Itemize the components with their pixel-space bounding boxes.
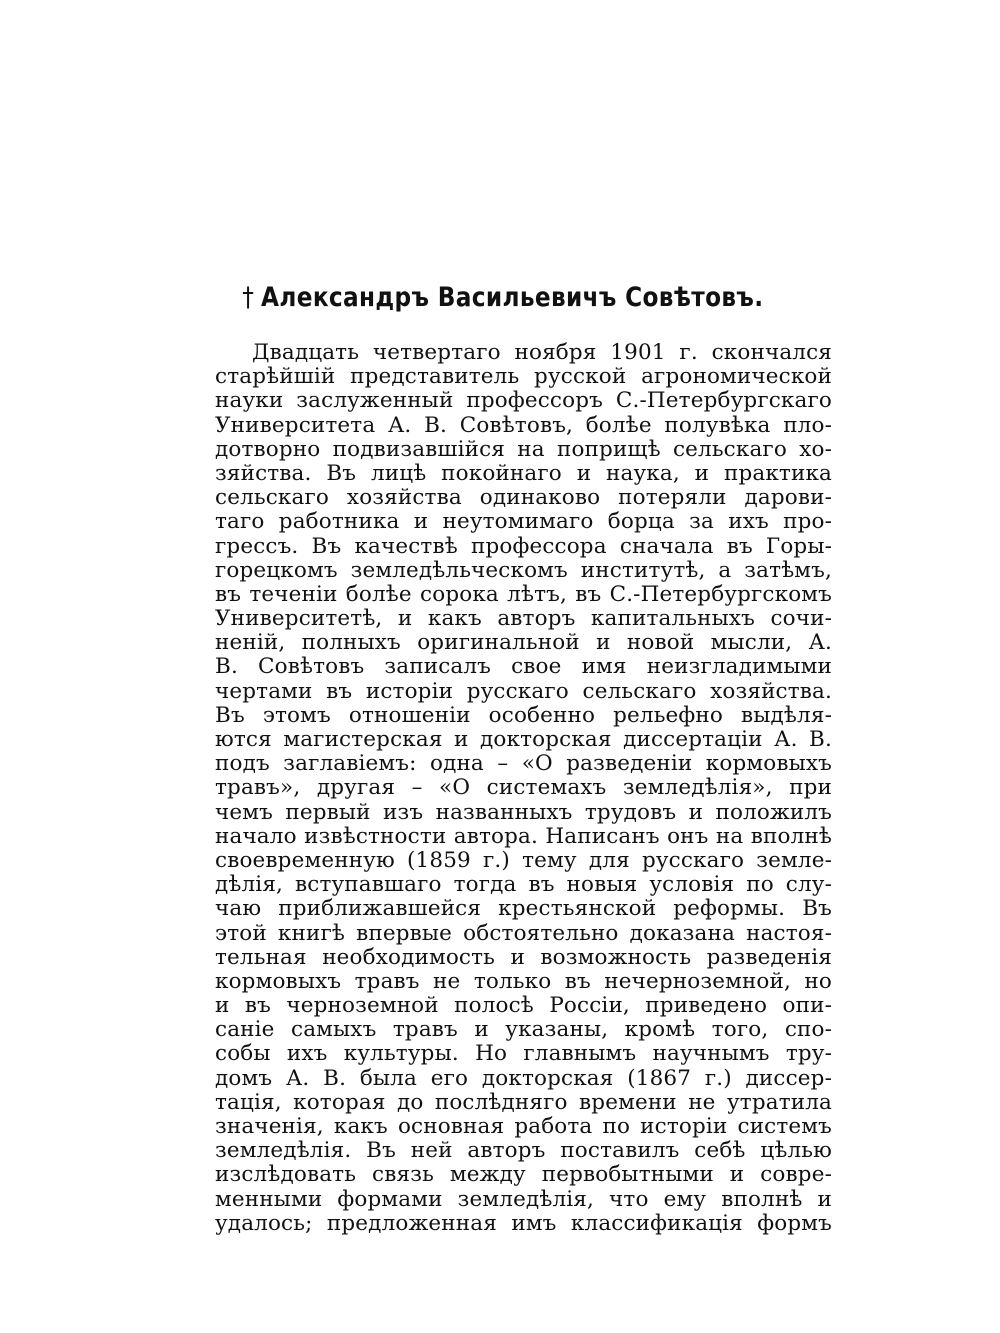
text-line: и въ черноземной полосѣ Россіи, приведено опи- [215,993,832,1019]
text-line: начало извѣстности автора. Написанъ онъ на вполнѣ [215,823,832,849]
text-line: науки заслуженный профессоръ С.-Петербургскаго [215,388,832,414]
article-body [215,341,832,1236]
text-line: домъ А. В. была его докторская (1867 г.) диссер- [215,1065,832,1091]
text-line: чемъ первый изъ названныхъ трудовъ и положилъ [215,799,832,825]
death-cross-mark: † [242,282,255,313]
text-line: въ теченіи болѣе сорока лѣтъ, въ С.-Петербургскомъ [215,581,832,607]
text-line: тельная необходимость и возможность разведенія [215,944,832,970]
text-line: зяйства. Въ лицѣ покойнаго и наука, и практика [215,460,832,486]
text-line: Университета А. В. Совѣтовъ, болѣе полувѣка пло- [215,412,832,438]
text-line: дѣлія, вступавшаго тогда въ новыя условія по слу- [215,872,832,898]
text-line: дотворно подвизавшійся на поприщѣ сельскаго хо- [215,436,832,462]
text-line: этой книгѣ впервые обстоятельно доказана настоя- [215,920,832,946]
text-line: грессъ. Въ качествѣ профессора сначала въ Горы- [215,533,832,559]
text-line: тація, которая до послѣдняго времени не утратила [215,1089,832,1115]
text-line: удалось; предложенная имъ классификація формъ [215,1210,832,1236]
text-line: саніе самыхъ травъ и указаны, кромѣ того, спо- [215,1017,832,1043]
text-line: сельскаго хозяйства одинаково потеряли дарови- [215,485,832,511]
text-line: Университетѣ, и какъ авторъ капитальныхъ сочи- [215,606,832,632]
article-title [73,282,933,313]
article-title-text: Александръ Васильевичъ Совѣтовъ. [261,282,764,313]
text-line: менными формами земледѣлія, что ему вполнѣ и [215,1186,832,1212]
text-line: земледѣлія. Въ ней авторъ поставилъ себѣ цѣлью [215,1138,832,1164]
text-line: Въ этомъ отношеніи особенно рельефно выдѣля- [215,702,832,728]
text-line: ются магистерская и докторская диссертаціи А. В. [215,727,832,752]
text-line: своевременную (1859 г.) тему для русскаго земле- [215,847,832,873]
text-line: изслѣдовать связь между первобытными и совре- [215,1162,832,1188]
text-line: таго работника и неутомимаго борца за ихъ про- [215,509,832,535]
text-line: Двадцать четвертаго ноября 1901 г. скончался [252,340,832,365]
text-line: горецкомъ земледѣльческомъ институтѣ, а затѣмъ, [215,557,832,583]
text-line: В. Совѣтовъ записалъ свое имя неизгладимыми [215,654,832,680]
text-line: значенія, какъ основная работа по исторіи системъ [215,1114,832,1139]
text-line: чертами въ исторіи русскаго сельскаго хозяйства. [215,678,832,704]
text-line: травъ», другая – «О системахъ земледѣлія», при [215,775,832,801]
text-line: подъ заглавіемъ: одна – «О разведеніи кормовыхъ [215,751,832,777]
text-line: старѣйшій представитель русской агрономической [215,364,832,390]
text-line: неній, полныхъ оригинальной и новой мысли, А. [215,630,832,656]
text-line: собы ихъ культуры. Но главнымъ научнымъ тру- [215,1041,832,1067]
text-line: кормовыхъ травъ не только въ нечерноземной, но [215,968,832,994]
text-line: чаю приближавшейся крестьянской реформы. Въ [215,896,832,922]
